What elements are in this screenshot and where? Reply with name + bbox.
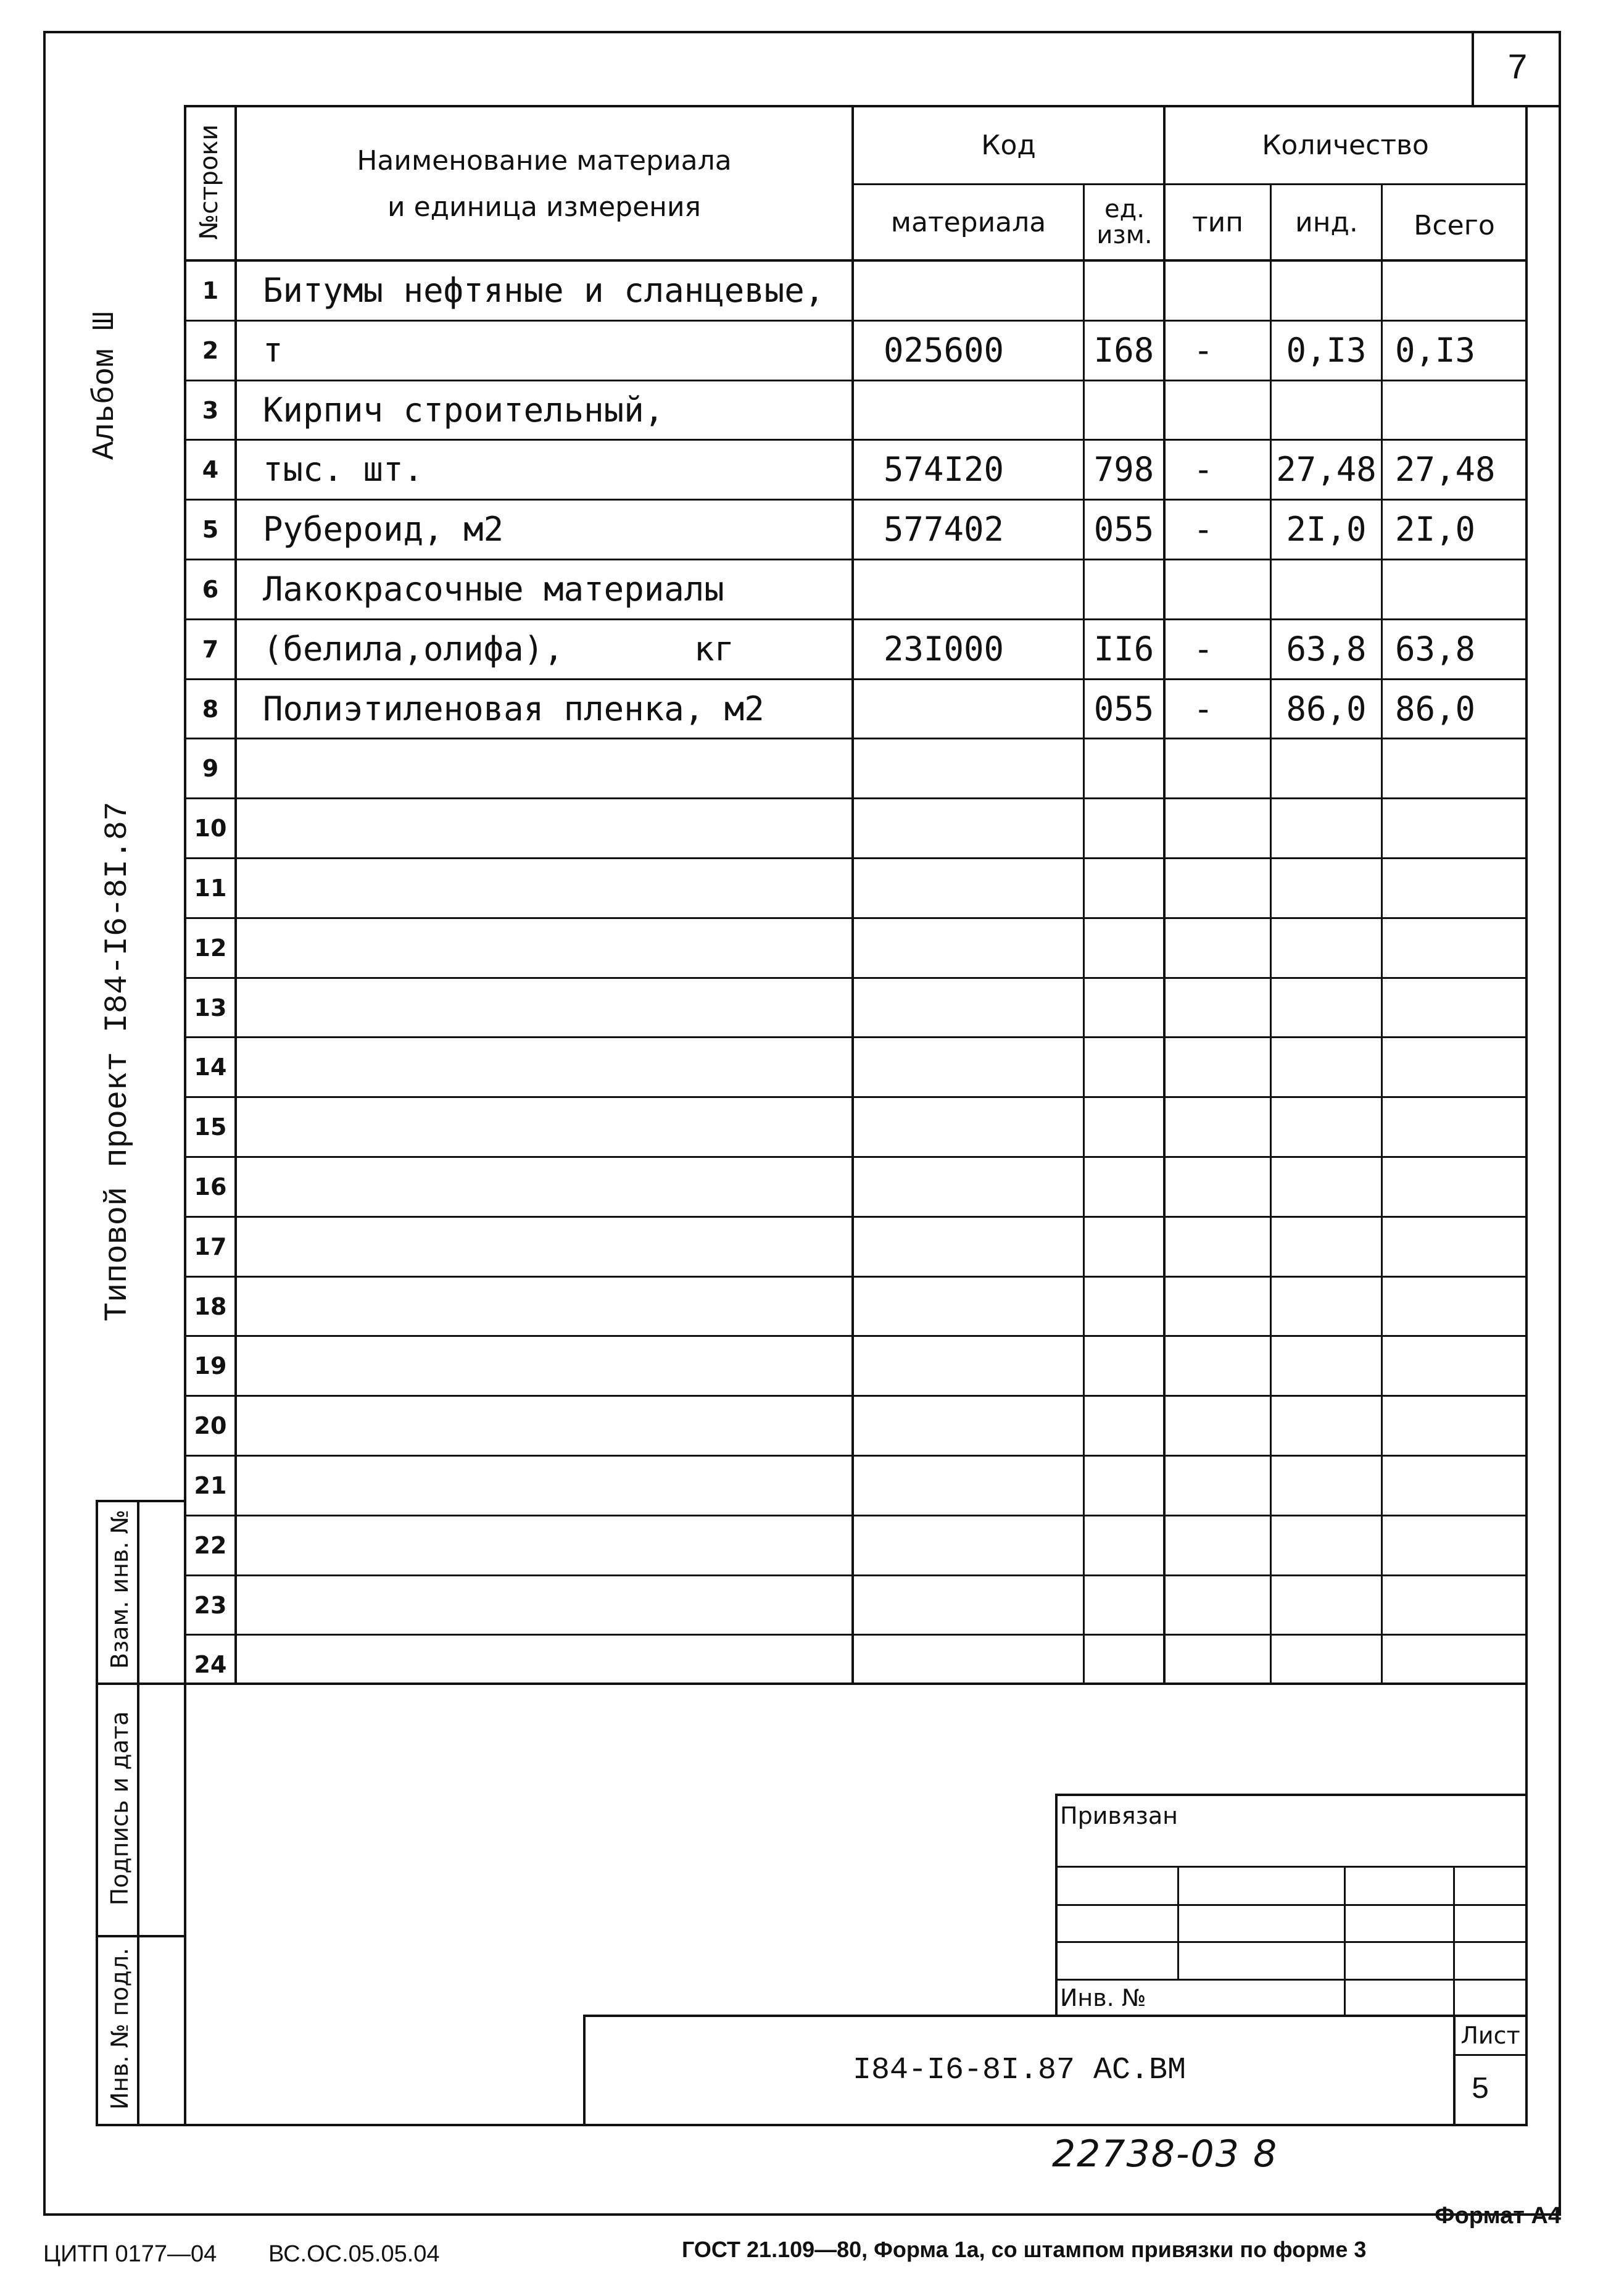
handwritten-number: 22738-03 8 (1052, 2132, 1278, 2176)
stamp-outer-bottom (184, 2124, 1528, 2126)
cell-ind (1272, 560, 1381, 618)
row-divider (186, 1634, 1526, 1636)
table-bottom (184, 1682, 1528, 1685)
cell-unit: I68 (1093, 331, 1154, 370)
cell-type: - (1193, 510, 1214, 549)
cell-no: 2 (202, 336, 219, 364)
cell-total: 86,0 (1395, 689, 1476, 728)
cell-unit: 055 (1093, 689, 1154, 728)
row-divider (186, 1216, 1526, 1218)
cell-type: - (1193, 450, 1214, 489)
cell-no: 15 (194, 1113, 227, 1141)
cell-ind (1272, 262, 1381, 319)
header-code-group: Код (981, 129, 1036, 161)
footer-gost: ГОСТ 21.109—80, Форма 1а, со штампом привязки по форме 3 (682, 2237, 1367, 2262)
cell-type: - (1193, 689, 1214, 728)
cell-ind: 0,I3 (1286, 331, 1367, 370)
header-name-line2: и единица измерения (387, 191, 702, 223)
cell-unit: II6 (1093, 630, 1154, 668)
privyazan-col2 (1344, 1866, 1346, 2016)
cell-no: 20 (194, 1412, 227, 1439)
cell-ind: 86,0 (1286, 689, 1367, 728)
cell-unit (1085, 560, 1163, 618)
row-divider (186, 977, 1526, 979)
privyazan-top (1055, 1794, 1528, 1796)
header-subline (851, 183, 1526, 185)
inv-podl-label: Инв. № подл. (106, 1947, 133, 2110)
cell-no: 21 (194, 1471, 227, 1499)
row-divider (186, 1574, 1526, 1576)
cell-no: 22 (194, 1531, 227, 1559)
privyazan-col3 (1453, 1866, 1455, 2016)
header-name-line1: Наименование материала (357, 144, 732, 177)
header-code-unit: ед. изм. (1096, 195, 1153, 249)
cell-no: 11 (194, 874, 227, 902)
cell-no: 4 (202, 455, 219, 483)
cell-name: Лакокрасочные материалы (263, 570, 724, 609)
vzam-inv-label: Взам. инв. № (106, 1510, 133, 1670)
cell-type (1166, 381, 1270, 439)
list-label: Лист (1460, 2022, 1520, 2049)
row-divider (186, 1156, 1526, 1158)
row-divider (186, 1395, 1526, 1397)
footer-left2: ВС.ОС.05.05.04 (268, 2240, 440, 2267)
cell-ind: 2I,0 (1286, 510, 1367, 549)
privyazan-line3 (1055, 1941, 1528, 1943)
cell-unit (1085, 381, 1163, 439)
strip-bottom (96, 2124, 185, 2126)
cell-code (854, 381, 1083, 439)
strip-left (96, 1500, 98, 2126)
cell-total (1383, 262, 1525, 319)
cell-name: тыс. шт. (263, 450, 424, 489)
cell-type: - (1193, 630, 1214, 668)
cell-no: 14 (194, 1053, 227, 1081)
cell-name-unit: кг (694, 630, 735, 668)
cell-no: 24 (194, 1650, 227, 1678)
cell-unit (1085, 262, 1163, 319)
header-qty-type: тип (1192, 206, 1243, 238)
table-right (1525, 105, 1528, 1685)
album-label: Альбом Ш (87, 311, 123, 460)
cell-ind (1272, 381, 1381, 439)
cell-no: 1 (202, 277, 219, 304)
cell-name: Битумы нефтяные и сланцевые, (263, 271, 825, 310)
project-label: Типовой проект I84-I6-8I.87 (99, 801, 136, 1322)
strip-right (137, 1500, 139, 2126)
row-divider (186, 1276, 1526, 1278)
cell-ind: 63,8 (1286, 630, 1367, 668)
header-code-material: материала (890, 206, 1046, 238)
row-divider (186, 1455, 1526, 1457)
cell-name: Полиэтиленовая пленка, м2 (263, 689, 764, 728)
sheet-corner-number: 7 (1507, 49, 1528, 89)
list-number: 5 (1470, 2072, 1489, 2108)
cell-code (854, 680, 1083, 738)
cell-code: 574I20 (884, 450, 1004, 489)
cell-name: Рубероид, м2 (263, 510, 504, 549)
doc-code: I84-I6-8I.87 АС.ВМ (852, 2053, 1187, 2088)
row-divider (186, 1096, 1526, 1098)
header-qty-ind: инд. (1295, 206, 1358, 238)
row-divider (186, 1036, 1526, 1038)
podpis-data-label: Подпись и дата (106, 1711, 133, 1906)
format-label: Формат А4 (1435, 2202, 1561, 2229)
cell-unit: 055 (1093, 510, 1154, 549)
header-row-no: №строки (195, 124, 223, 240)
cell-no: 8 (202, 695, 219, 723)
row-divider (186, 1515, 1526, 1516)
privyazan-label: Привязан (1060, 1802, 1178, 1829)
cell-no: 23 (194, 1591, 227, 1619)
cell-name: Кирпич строительный, (263, 391, 665, 430)
privyazan-col1 (1177, 1866, 1179, 1979)
row-divider (186, 1335, 1526, 1337)
cell-total: 63,8 (1395, 630, 1476, 668)
cell-name: т (263, 331, 283, 370)
cell-unit: 798 (1093, 450, 1154, 489)
cell-code (854, 262, 1083, 319)
cell-no: 7 (202, 635, 219, 663)
cell-type (1166, 262, 1270, 319)
cell-no: 9 (202, 754, 219, 782)
cell-total: 27,48 (1395, 450, 1496, 489)
row-divider (186, 738, 1526, 739)
cell-no: 10 (194, 814, 227, 842)
cell-no: 17 (194, 1233, 227, 1260)
row-divider (186, 917, 1526, 919)
header-qty-group: Количество (1262, 129, 1429, 161)
cell-no: 13 (194, 994, 227, 1021)
cell-code (854, 560, 1083, 618)
cell-no: 16 (194, 1173, 227, 1200)
footer-left1: ЦИТП 0177—04 (43, 2240, 217, 2267)
cell-name: (белила,олифа), (263, 630, 564, 668)
cell-no: 19 (194, 1352, 227, 1379)
privyazan-line2 (1055, 1904, 1528, 1906)
cell-total: 0,I3 (1395, 331, 1476, 370)
table-top (184, 105, 1528, 107)
row-divider (186, 857, 1526, 859)
row-divider (186, 797, 1526, 799)
cell-code: 577402 (884, 510, 1004, 549)
cell-no: 5 (202, 515, 219, 543)
cell-no: 12 (194, 934, 227, 962)
cell-total (1383, 560, 1525, 618)
cell-no: 3 (202, 396, 219, 424)
inv-no-label: Инв. № (1060, 1984, 1146, 2011)
cell-code: 23I000 (884, 630, 1004, 668)
cell-type (1166, 560, 1270, 618)
cell-total (1383, 381, 1525, 439)
cell-code: 025600 (884, 331, 1004, 370)
cell-no: 18 (194, 1292, 227, 1320)
cell-type: - (1193, 331, 1214, 370)
privyazan-line1 (1055, 1866, 1528, 1868)
cell-total: 2I,0 (1395, 510, 1476, 549)
header-qty-total: Всего (1414, 209, 1495, 241)
cell-ind: 27,48 (1276, 450, 1377, 489)
cell-no: 6 (202, 575, 219, 603)
